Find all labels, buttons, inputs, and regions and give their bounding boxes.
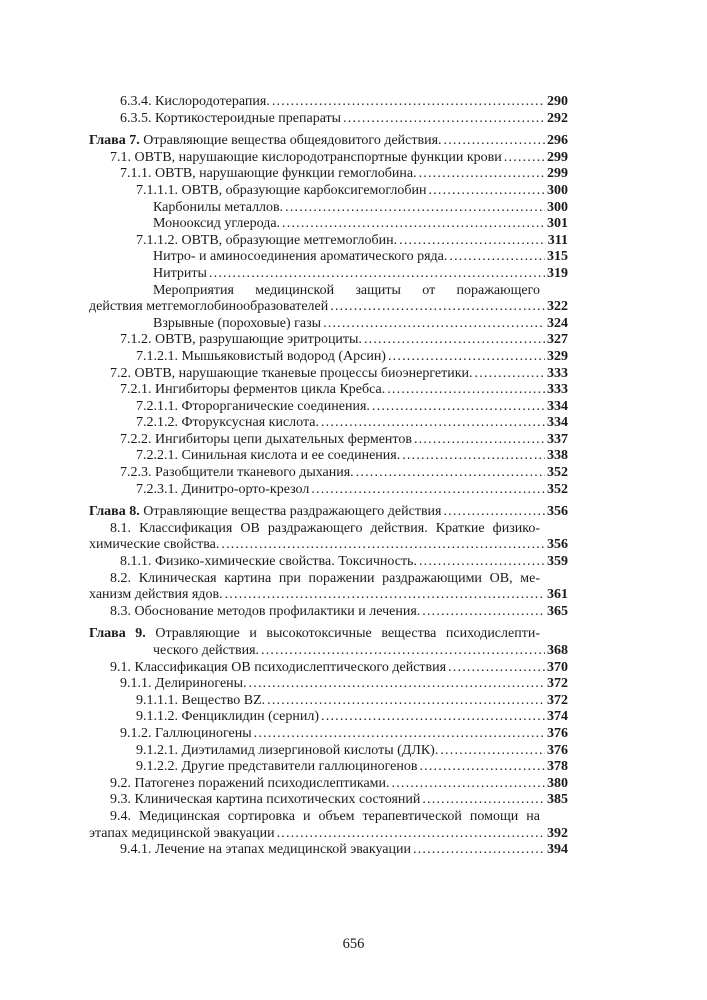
toc-entry-text: ческого действия. [153,643,260,658]
dot-leader [225,587,545,604]
toc-page-number: 315 [547,249,568,265]
toc-entry [89,826,568,843]
toc-entry-text: химические свойства. [89,537,220,553]
toc-entry [89,743,568,760]
toc-chapter-entry [89,504,568,521]
toc-entry-text: 9.1.1. Делириногены. [120,676,247,692]
toc-entry-text: Монооксид углерода. [153,216,281,232]
dot-leader [419,554,545,571]
toc-entry-text: 8.1.1. Физико-химические свойства. Токсичность. [120,554,417,570]
toc-entry [89,332,568,349]
dot-leader [419,759,545,776]
toc-page-number: 385 [547,792,568,808]
toc-entry [89,150,568,167]
toc-entry-text: действия метгемоглобинообразователей [89,299,329,315]
toc-page-number: 372 [547,676,568,692]
toc-entry [89,709,568,726]
toc-entry-text: 7.2.2. Ингибиторы цепи дыхательных ферментов [120,431,412,447]
toc-entry [89,537,568,554]
toc-entry [89,166,568,183]
toc-entry [89,554,568,571]
toc-entry-text: 7.1.1.1. ОВТВ, образующие карбоксигемоглобин [136,182,427,198]
toc-entry [89,676,568,693]
toc-page-number: 299 [547,149,568,165]
dot-leader [261,643,545,660]
toc-entry-text: 7.1. ОВТВ, нарушающие кислородотранспортные функции крови [110,149,502,165]
toc-page-number: 352 [547,481,568,497]
dot-leader [449,249,545,266]
toc-entry [89,216,568,233]
dot-leader [419,166,545,183]
toc-entry-text: Мероприятия медицинской защиты от поражающего [153,282,540,298]
toc-entry [89,465,568,482]
toc-entry [89,660,568,677]
toc-page-number: 372 [547,692,568,708]
toc-chapter-label: Глава 9. [89,626,156,642]
dot-leader [387,382,545,399]
dot-leader [221,537,545,554]
toc-page-number: 392 [547,825,568,841]
dot-leader [321,709,545,726]
toc-page-number: 356 [547,537,568,553]
dot-leader [429,183,545,200]
toc-page-number: 374 [547,709,568,725]
dot-leader [285,200,545,217]
toc-page-number: 296 [547,133,568,149]
toc-entry-text: 9.3. Клиническая картина психотических состояний [110,792,421,808]
toc-entry [89,366,568,383]
toc-entry-text: 7.2. ОВТВ, нарушающие тканевые процессы биоэнергетики. [110,365,473,381]
toc-entry [89,792,568,809]
dot-leader [323,316,545,333]
toc-chapter-entry [89,626,568,643]
toc-entry-text: 7.1.2. ОВТВ, разрушающие эритроциты. [120,332,362,348]
dot-leader [277,826,545,843]
toc-entry-text: 8.2. Клиническая картина при поражении раздражающими ОВ, ме- [110,570,540,586]
toc-entry [89,399,568,416]
toc-entry [89,643,568,660]
dot-leader [267,693,545,710]
toc-entry-text: 7.2.1.2. Фторуксусная кислота. [136,415,319,431]
toc-page-number: 380 [547,775,568,791]
dot-leader [356,465,545,482]
toc-entry-text: 9.1.2.1. Диэтиламид лизергиновой кислоты (ДЛК). [136,742,439,758]
toc-entry-text: 9.4.1. Лечение на этапах медицинской эвакуации [120,842,411,858]
toc-page-number: 292 [547,110,568,126]
toc-entry-text: ханизм действия ядов. [89,587,223,603]
toc-entry [89,604,568,621]
toc-chapter-label: Глава 8. [89,504,144,520]
dot-leader [402,448,545,465]
dot-leader [444,133,545,150]
toc-entry-text: Нитро- и аминосоединения ароматического ряда. [153,249,448,265]
toc-page-number: 365 [547,603,568,619]
toc-entry-text: 7.2.3.1. Динитро-орто-крезол [136,481,310,497]
toc-page-number: 334 [547,398,568,414]
toc-entry-text: 9.1. Классификация ОВ психодислептического действия [110,659,447,675]
toc-page-number: 394 [547,842,568,858]
toc-entry-text: Глава 9. Отравляющие и высокотоксичные вещества психодислепти- [89,626,540,642]
toc-entry-text: этапах медицинской эвакуации [89,825,275,841]
toc-entry [89,842,568,859]
toc-page-number: 361 [547,587,568,603]
toc-page-number: 359 [547,554,568,570]
toc-entry [89,249,568,266]
toc-entry [89,521,568,538]
toc-chapter-entry [89,133,568,150]
dot-leader [413,842,545,859]
toc-entry-text: 9.1.1.2. Фенциклидин (сернил) [136,709,320,725]
toc-chapter-label: Глава 7. [89,133,144,149]
dot-leader [448,660,545,677]
page-number: 656 [342,936,365,952]
toc-entry [89,415,568,432]
toc-entry [89,111,568,128]
dot-leader [475,366,545,383]
dot-leader [209,266,545,283]
dot-leader [330,299,545,316]
dot-leader [443,504,545,521]
toc-page-number: 299 [547,166,568,182]
toc-page-number: 290 [547,94,568,109]
toc-page-number: 370 [547,659,568,675]
toc-entry [89,726,568,743]
toc-entry [89,432,568,449]
toc-entry-text: 9.1.2.2. Другие представители галлюциногенов [136,759,418,775]
dot-leader [414,432,545,449]
toc-page-number: 311 [547,232,568,248]
toc-entry-text: 9.1.2. Галлюциногены [120,725,252,741]
dot-leader [422,604,545,621]
toc-entry [89,587,568,604]
toc-entry [89,448,568,465]
toc-page-number: 337 [547,431,568,447]
toc-entry-text: Глава 8. Отравляющие вещества раздражающего действия [89,504,442,520]
toc-entry [89,349,568,366]
table-of-contents [89,94,568,859]
toc-page-number: 324 [547,315,568,331]
dot-leader [249,676,545,693]
toc-entry [89,482,568,499]
toc-page-number: 300 [547,182,568,198]
toc-page-number: 376 [547,725,568,741]
toc-entry-text: 9.4. Медицинская сортировка и объем терапевтической помощи на [110,808,540,824]
dot-leader [272,94,545,111]
toc-page-number: 333 [547,382,568,398]
dot-leader [282,216,545,233]
dot-leader [254,726,545,743]
toc-entry [89,693,568,710]
toc-entry-text: Взрывные (пороховые) газы [153,315,322,331]
toc-page-number: 333 [547,365,568,381]
toc-entry-text: 8.3. Обоснование методов профилактики и лечения. [110,603,421,619]
dot-leader [388,349,545,366]
toc-entry [89,94,568,111]
toc-page-number: 338 [547,448,568,464]
toc-page-number: 334 [547,415,568,431]
toc-entry-text: Нитриты [153,265,207,281]
dot-leader [392,776,545,793]
toc-entry-text: 6.3.5. Кортикостероидные препараты [120,110,342,126]
toc-entry [89,299,568,316]
toc-entry-text: Карбонилы металлов. [153,199,284,215]
toc-entry-text: 7.1.1. ОВТВ, нарушающие функции гемоглобина. [120,166,417,182]
toc-entry [89,571,568,588]
toc-page-number: 356 [547,504,568,520]
toc-page-number: 378 [547,759,568,775]
toc-entry-text: 7.2.1. Ингибиторы ферментов цикла Кребса. [120,382,386,398]
dot-leader [321,415,545,432]
toc-page-number: 301 [547,216,568,232]
dot-leader [343,111,545,128]
toc-entry-text: 8.1. Классификация ОВ раздражающего действия. Краткие физико- [110,520,540,536]
dot-leader [399,233,546,250]
toc-entry [89,316,568,333]
toc-page-number: 329 [547,348,568,364]
toc-entry-text: Глава 7. Отравляющие вещества общеядовитого действия. [89,133,442,149]
dot-leader [364,332,545,349]
toc-entry [89,200,568,217]
dot-leader [504,150,545,167]
toc-page-number: 327 [547,332,568,348]
toc-entry-text: 9.2. Патогенез поражений психодислептиками. [110,775,390,791]
toc-page-number: 368 [547,643,568,658]
toc-page-number: 352 [547,465,568,481]
toc-page-number: 300 [547,199,568,215]
toc-entry-text: 7.2.2.1. Синильная кислота и ее соединения. [136,448,401,464]
toc-entry-text: 7.2.3. Разобщители тканевого дыхания. [120,465,354,481]
toc-entry-text: 7.1.1.2. ОВТВ, образующие метгемоглобин. [136,232,398,248]
dot-leader [372,399,545,416]
toc-entry-text: 7.1.2.1. Мышьяковистый водород (Арсин) [136,348,386,364]
toc-entry [89,233,568,250]
toc-entry [89,283,568,300]
dot-leader [422,792,545,809]
dot-leader [440,743,545,760]
toc-entry-text: 6.3.4. Кислородотерапия. [120,94,270,109]
toc-entry [89,809,568,826]
toc-entry [89,759,568,776]
dot-leader [311,482,545,499]
toc-entry [89,266,568,283]
toc-entry-text: 9.1.1.1. Вещество BZ. [136,692,266,708]
toc-entry [89,382,568,399]
toc-entry [89,183,568,200]
toc-entry-text: 7.2.1.1. Фторорганические соединения. [136,398,370,414]
toc-page-number: 319 [547,265,568,281]
toc-page-number: 376 [547,742,568,758]
toc-page-number: 322 [547,299,568,315]
toc-entry [89,776,568,793]
